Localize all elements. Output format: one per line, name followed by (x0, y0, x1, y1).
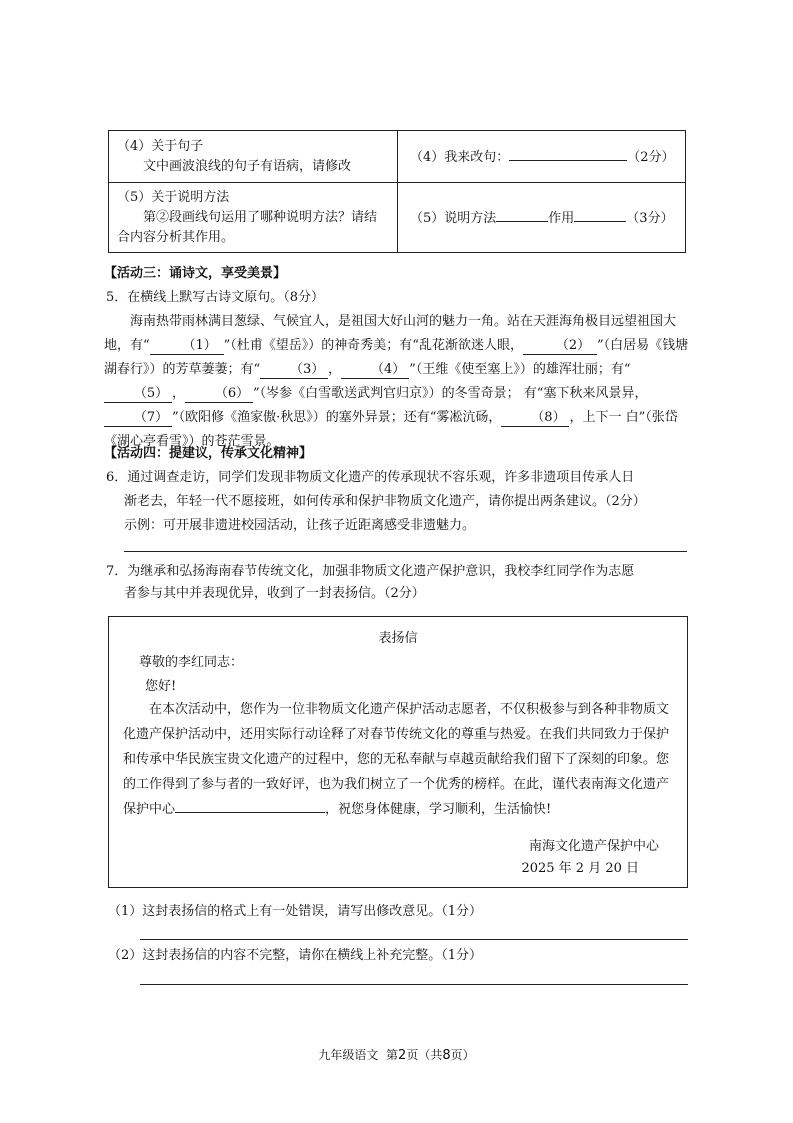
letter-salutation: 尊敬的李红同志： (139, 655, 244, 670)
letter-date: 2025 年 2 月 20 日 (521, 861, 639, 876)
letter-body-closing: ，祝您身体健康，学习顺利，生活愉快! (325, 802, 552, 817)
table-row (109, 183, 686, 253)
blank-6[interactable]: （6） (185, 386, 253, 403)
passage-text: ”（王维《使至塞上》）的雄浑壮丽；有“ (409, 362, 631, 377)
passage-text: ”（白居易《钱塘湖春行》）的芳草萋萋；有“ (104, 338, 689, 377)
blank-4[interactable]: （4） (341, 362, 409, 379)
footer-subject: 九年级语文 (318, 1048, 379, 1062)
question-5-passage (104, 310, 690, 454)
passage-text: ，上下一 白”（张岱《湖心亭看雪》）的苍茫雪景。 (104, 410, 678, 449)
passage-text: ”（欧阳修《渔家傲·秋思》）的塞外异景；还有“雾凇沆砀， (172, 410, 502, 425)
blank-7[interactable]: （7） (104, 410, 172, 427)
activity4-heading: 【活动四：提建议，传承文化精神】 (104, 446, 313, 461)
table-row (109, 131, 686, 183)
letter-greeting: 您好! (145, 679, 177, 694)
table-cell-question (109, 183, 398, 253)
row5-method-blank[interactable] (496, 207, 548, 222)
answer-line[interactable] (140, 939, 688, 940)
blank-3[interactable]: （3） (260, 362, 328, 379)
passage-text: ， (328, 362, 342, 377)
row4-score: （2分） (627, 149, 675, 165)
table-cell-answer (398, 183, 686, 253)
letter-body-text: 在本次活动中，您作为一位非物质文化遗产保护活动志愿者，不仅积极参与到各种非物质文化遗产保护活动中，还用实际行动诠释了对春节传统文化的尊重与热爱。在我们共同致力于保护和传承中华民族宝贵文化遗产的过程中，您的无私奉献与卓越贡献给我们留下了深刻的印象。您的工作得到了参与者的一致好评，也为我们树立了一个优秀的榜样。在此，谨代表南海文化遗产保护中心 (123, 702, 670, 817)
row4-answer-blank[interactable] (509, 146, 627, 161)
blank-2[interactable]: （2） (523, 338, 597, 355)
footer-page-prefix: 第 (386, 1048, 399, 1062)
footer-page-middle: 页（共 (406, 1048, 443, 1062)
row5-heading: （5）关于说明方法 (117, 189, 230, 205)
passage-text: ， (172, 386, 186, 401)
sub-question-2: （2）这封表扬信的内容不完整，请你在横线上补充完整。（1分） (108, 948, 483, 963)
letter-fill-blank[interactable] (175, 798, 325, 813)
question-6-line2: 渐老去，年轻一代不愿接班，如何传承和保护非物质文化遗产，请你提出两条建议。（2分） (124, 494, 646, 509)
passage-text: ”（岑参《白雪歌送武判官归京》）的冬雪奇景； 有“塞下秋来风景异， (253, 386, 648, 401)
footer-page-total: 8 (442, 1048, 451, 1063)
row5-score: （3分） (626, 210, 674, 226)
question-table (108, 130, 686, 253)
commendation-letter (108, 616, 688, 888)
activity3-heading: 【活动三：诵诗文，享受美景】 (104, 266, 287, 281)
letter-title: 表扬信 (378, 631, 418, 646)
sub-question-1: （1）这封表扬信的格式上有一处错误，请写出修改意见。（1分） (108, 904, 483, 919)
question-7-line2: 者参与其中并表现优异，收到了一封表扬信。（2分） (124, 586, 425, 601)
question-6-line1: 6．通过调查走访，同学们发现非物质文化遗产的传承现状不容乐观，许多非遗项目传承人日 (106, 470, 635, 485)
blank-5[interactable]: （5） (104, 386, 172, 403)
row5-prompt: 第②段画线句运用了哪种说明方法？请结合内容分析其作用。 (117, 209, 378, 245)
footer-page-number: 2 (398, 1048, 407, 1063)
table-cell-answer (398, 131, 686, 183)
row5-effect-blank[interactable] (574, 207, 626, 222)
question-5: 5．在横线上默写古诗文原句。（8分） (106, 290, 325, 305)
row5-effect-label: 作用 (548, 210, 575, 226)
question-6-example: 示例：可开展非遗进校园活动，让孩子近距离感受非遗魅力。 (124, 518, 476, 533)
row5-answer-label: （5）说明方法 (410, 210, 497, 226)
footer-page-suffix: 页） (450, 1048, 475, 1062)
answer-line[interactable] (124, 551, 687, 552)
page-footer (0, 1046, 793, 1063)
passage-text: ”（杜甫《望岳》）的神奇秀美；有“乱花渐欲迷人眼， (223, 338, 523, 353)
blank-8[interactable]: （8） (501, 410, 569, 427)
row4-heading: （4）关于句子 (117, 138, 204, 154)
question-7-line1: 7．为继承和弘扬海南春节传统文化，加强非物质文化遗产保护意识，我校李红同学作为志愿 (106, 564, 635, 579)
row4-answer-label: （4）我来改句： (410, 149, 510, 165)
passage-text: 海南热带雨林满目葱绿、气候宜人，是祖国大好山河的魅力一角。站在天涯海角极目远望祖国大地，有“ (104, 314, 677, 353)
letter-signature: 南海文化遗产保护中心 (528, 839, 659, 854)
table-cell-question (109, 131, 398, 183)
letter-body (123, 697, 675, 822)
answer-line[interactable] (140, 984, 688, 985)
blank-1[interactable]: （1） (150, 338, 224, 355)
row4-prompt: 文中画波浪线的句子有语病，请修改 (143, 158, 352, 174)
